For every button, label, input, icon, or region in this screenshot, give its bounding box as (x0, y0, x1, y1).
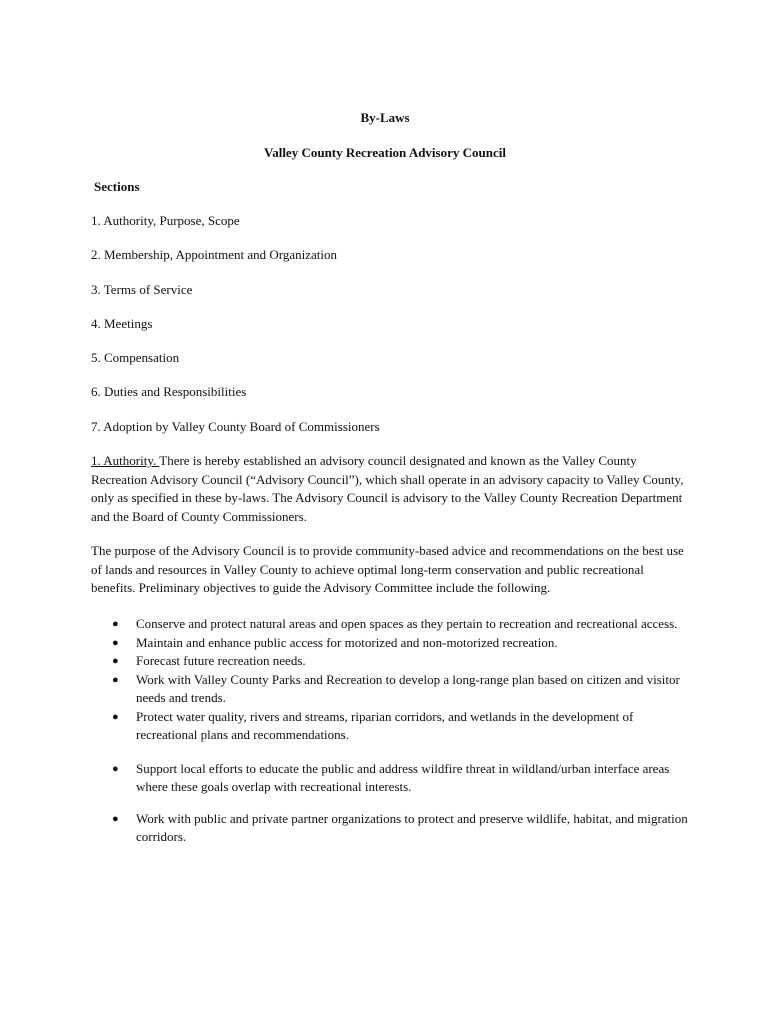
bullet-icon: ● (112, 655, 119, 667)
objective-item (112, 810, 692, 847)
objectives-list (112, 615, 692, 847)
objective-text: Protect water quality, rivers and streams, riparian corridors, and wetlands in the development of recreational plans and recommendations. (136, 708, 634, 742)
objective-text: Work with public and private partner organizations to protect and preserve wildlife, habitat, and migration corridors. (136, 810, 688, 844)
bullet-icon: ● (112, 812, 119, 825)
bullet-icon: ● (112, 618, 119, 630)
document-title: By-Laws (360, 110, 410, 125)
section-item: 6. Duties and Responsibilities (91, 384, 247, 400)
section-item: 4. Meetings (91, 315, 153, 331)
bullet-icon: ● (112, 673, 119, 686)
objective-item (112, 615, 692, 634)
objective-item (112, 634, 692, 653)
sections-heading: Sections (94, 179, 140, 194)
objective-text: Work with Valley County Parks and Recreation to develop a long-range plan based on citizen and visitor needs and trends. (136, 671, 680, 705)
bullet-icon: ● (112, 636, 119, 649)
objective-text: Maintain and enhance public access for motorized and non-motorized recreation. (136, 634, 558, 650)
section-item: 7. Adoption by Valley County Board of Commissioners (91, 418, 380, 434)
authority-text: There is hereby established an advisory council designated and known as the Valley County Recreation Advisory Council (“Advisory Council”), which shall operate in an advisory capacity to Valley County, only as specified in these by-laws. The Advisory Council is advisory to the Valley County Recreation Department and the Board of County Commissioners. (91, 453, 684, 524)
objective-text: Forecast future recreation needs. (136, 653, 306, 668)
section-item: 5. Compensation (91, 350, 180, 366)
objective-item (112, 760, 692, 797)
section-item: 3. Terms of Service (91, 281, 193, 297)
section-item: 1. Authority, Purpose, Scope (91, 213, 240, 228)
bullet-icon: ● (112, 762, 119, 775)
document-subtitle: Valley County Recreation Advisory Council (264, 145, 506, 160)
objective-text: Conserve and protect natural areas and open spaces as they pertain to recreation and recreational access. (136, 616, 678, 631)
objective-item (112, 652, 692, 671)
purpose-paragraph: The purpose of the Advisory Council is to provide community-based advice and recommendations on the best use of lands and resources in Valley County to achieve optimal long-term conservation and public recreational benefits. Preliminary objectives to guide the Advisory Committee include the following. (91, 543, 684, 595)
objective-item (112, 708, 692, 745)
authority-paragraph (91, 452, 691, 526)
section-item: 2. Membership, Appointment and Organization (91, 247, 337, 263)
sections-list (91, 212, 380, 452)
bullet-icon: ● (112, 710, 119, 723)
objective-text: Support local efforts to educate the public and address wildfire threat in wildland/urban interface areas where these goals overlap with recreational interests. (136, 760, 670, 794)
objective-item (112, 671, 692, 708)
authority-label: 1. Authority. (91, 453, 160, 468)
